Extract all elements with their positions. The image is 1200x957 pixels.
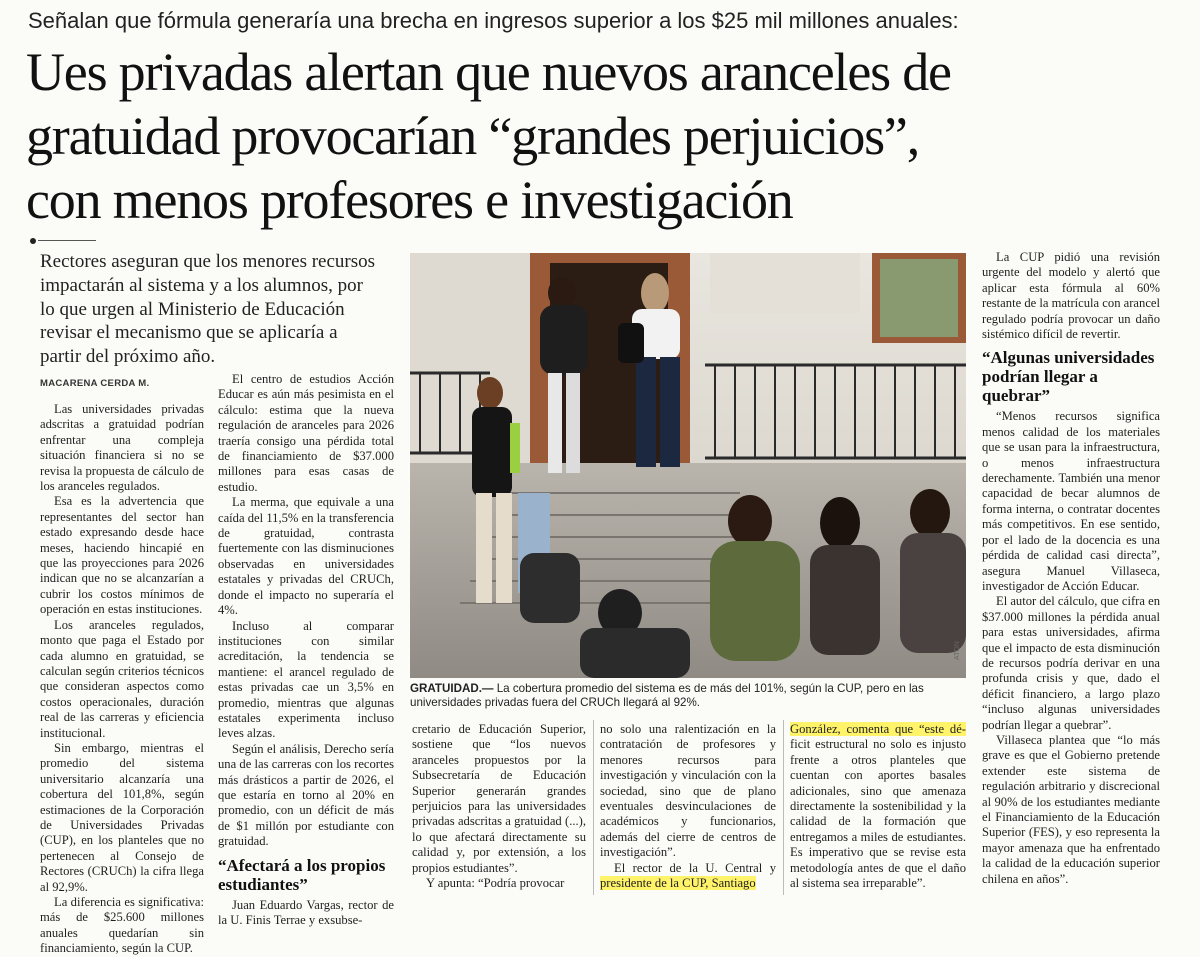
col5-text: ficit estructural no solo es injusto frente a otros planteles que cuentan con aportes basales adicionales, sino que amenaza directamente la sostenibilidad y la calidad de la formación que entregamos a miles de estudiantes. Es imperativo que se revise esta metodología antes de que el daño al sistema sea irreparable”. xyxy=(790,737,966,891)
col6-subhead: “Algunas universidades podrían llegar a quebrar” xyxy=(982,348,1155,406)
column-2 xyxy=(218,372,394,928)
col5-highlighted-text: González, comenta que “este dé- xyxy=(790,722,966,736)
column-5 xyxy=(790,722,966,891)
column-divider xyxy=(593,720,594,895)
col4-paragraph: no solo una ralentización en la contratación de profesores y menores recursos para investigación y vinculación con la sociedad, sino que de plano eventuales desvinculaciones de académicos y funcionarios, además del cierre de centros de investigación”. xyxy=(600,722,776,860)
col2-subhead: “Afectará a los propios estudiantes” xyxy=(218,855,386,894)
column-3 xyxy=(412,722,586,891)
lead-rule-dot xyxy=(30,238,36,244)
column-divider xyxy=(783,720,784,895)
col2-paragraph: Según el análisis, Derecho sería una de las carreras con los recortes más drásticos a partir de 2026, el que estaría en torno al 20% en promedio, con un déficit de más de $1 millón por estudiante con gratuidad. xyxy=(218,741,394,849)
lead-paragraph: Rectores aseguran que los menores recursos impactarán al sistema y a los alumnos, por lo que urgen al Ministerio de Educación revisar el mecanismo que se aplicaría a partir del próximo año. xyxy=(40,251,376,368)
lead-rule-line xyxy=(38,240,96,241)
col1-paragraph: Las universidades privadas adscritas a gratuidad podrían enfrentar una compleja situación financiera si no se revisa la propuesta de cálculo de los aranceles regulados. xyxy=(40,402,204,494)
article-photo xyxy=(410,253,966,678)
students-on-steps-illustration xyxy=(410,253,966,678)
col6-paragraph: El autor del cálculo, que cifra en $37.000 millones la pérdida anual para estas universidades, afirma que el impacto de esta disminución de recursos podría derivar en una profunda crisis y que, dado el déficit financiero, a largo plazo “incluso algunas universidades podrían llegar a quebrar”. xyxy=(982,594,1160,732)
photo-credit: ATON xyxy=(954,641,961,660)
kicker: Señalan que fórmula generaría una brecha en ingresos superior a los $25 mil millones anuales: xyxy=(28,8,959,33)
col6-paragraph: Villaseca plantea que “lo más grave es que el Gobierno pretende extender este sistema de regulación arbitrario y discrecional al 90% de los estudiantes mediante el Financiamiento de la Educación Superior (FES), y eso representa la mayor amenaza que ha enfrentado la calidad de la educación superior chilena en años”. xyxy=(982,732,1160,886)
col6-paragraph: “Menos recursos significa menos calidad de los materiales que se usan para la infraestructura, o menos infraestructura derechamente. También una menor capacidad de becar alumnos de forma interna, o contratar docentes más competitivos. En ese sentido, por el lado de la docencia es una pérdida de calidad casi directa”, asegura Manuel Villaseca, investigador de Acción Educar. xyxy=(982,409,1160,593)
col6-paragraph: La CUP pidió una revisión urgente del modelo y alertó que aplicar esta fórmula al 60% restante de la matrícula con arancel regulado podría provocar un daño sistémico difícil de revertir. xyxy=(982,250,1160,342)
headline-line-1: Ues privadas alertan que nuevos aranceles de xyxy=(26,42,951,102)
headline xyxy=(26,40,1186,232)
col2-paragraph: Juan Eduardo Vargas, rector de la U. Finis Terrae y exsubse- xyxy=(218,897,394,927)
col1-paragraph: La diferencia es significativa: más de $25.600 millones anuales quedarían sin financiamiento, según la CUP. xyxy=(40,895,204,956)
col2-paragraph: Incluso al comparar instituciones con similar acreditación, la tendencia se mantiene: el arancel regulado de estas privadas cae un 3,5% en promedio, mientras que algunas estatales experimenta incluso leves alzas. xyxy=(218,618,394,741)
col4-highlighted-text: presidente de la CUP, Santiago xyxy=(600,876,756,891)
byline: MACARENA CERDA M. xyxy=(40,378,150,389)
col3-paragraph: cretario de Educación Superior, sostiene que “los nuevos aranceles propuestos por la Subsecretaría de Educación Superior generarán grandes perjuicios para las universidades privadas adscritas a gratuidad (...), lo que afectará directamente su calidad y, por extensión, a los propios estudiantes”. xyxy=(412,722,586,875)
column-4 xyxy=(600,722,776,891)
photo-caption xyxy=(410,682,966,710)
column-1 xyxy=(40,402,204,957)
col2-paragraph: La merma, que equivale a una caída del 11,5% en la transferencia de gratuidad, contrasta fuertemente con las disminuciones observadas en universidades estatales y privadas del CRUCh, donde el impacto no superaría el 4%. xyxy=(218,495,394,618)
col4-text: El rector de la U. Central y xyxy=(614,860,776,875)
col1-paragraph: Sin embargo, mientras el promedio del sistema universitario alcanzaría una cobertura del 101,8%, según estimaciones de la Corporación de Universidades Privadas (CUP), en los planteles que no pertenecen al Consejo de Rectores (CRUCh) la cifra llega al 92,9%. xyxy=(40,740,204,894)
col1-paragraph: Los aranceles regulados, monto que paga el Estado por cada alumno en gratuidad, se calculan según criterios técnicos que consideran aspectos como costos operacionales, duración real de las carreras y eficiencia institucional. xyxy=(40,617,204,740)
headline-line-2: gratuidad provocarían “grandes perjuicios”, xyxy=(26,106,920,166)
caption-label: GRATUIDAD.— xyxy=(410,682,494,695)
headline-line-3: con menos profesores e investigación xyxy=(26,170,793,230)
col1-paragraph: Esa es la advertencia que representantes del sector han estado expresando desde hace meses, haciendo hincapié en que las proyecciones para 2026 indican que no se alcanzarían a cubrir los costos mínimos de operación en estas instituciones. xyxy=(40,494,204,617)
column-6 xyxy=(982,250,1160,887)
col3-paragraph: Y apunta: “Podría provocar xyxy=(426,876,565,891)
col2-paragraph: El centro de estudios Acción Educar es aún más pesimista en el cálculo: estima que la nueva regulación de aranceles para 2026 traería consigo una pérdida total de financiamiento de $37.000 millones para esas casas de estudio. xyxy=(218,372,394,494)
caption-text: La cobertura promedio del sistema es de más del 101%, según la CUP, pero en las universidades privadas fuera del CRUCh llegará al 92%. xyxy=(410,682,924,709)
